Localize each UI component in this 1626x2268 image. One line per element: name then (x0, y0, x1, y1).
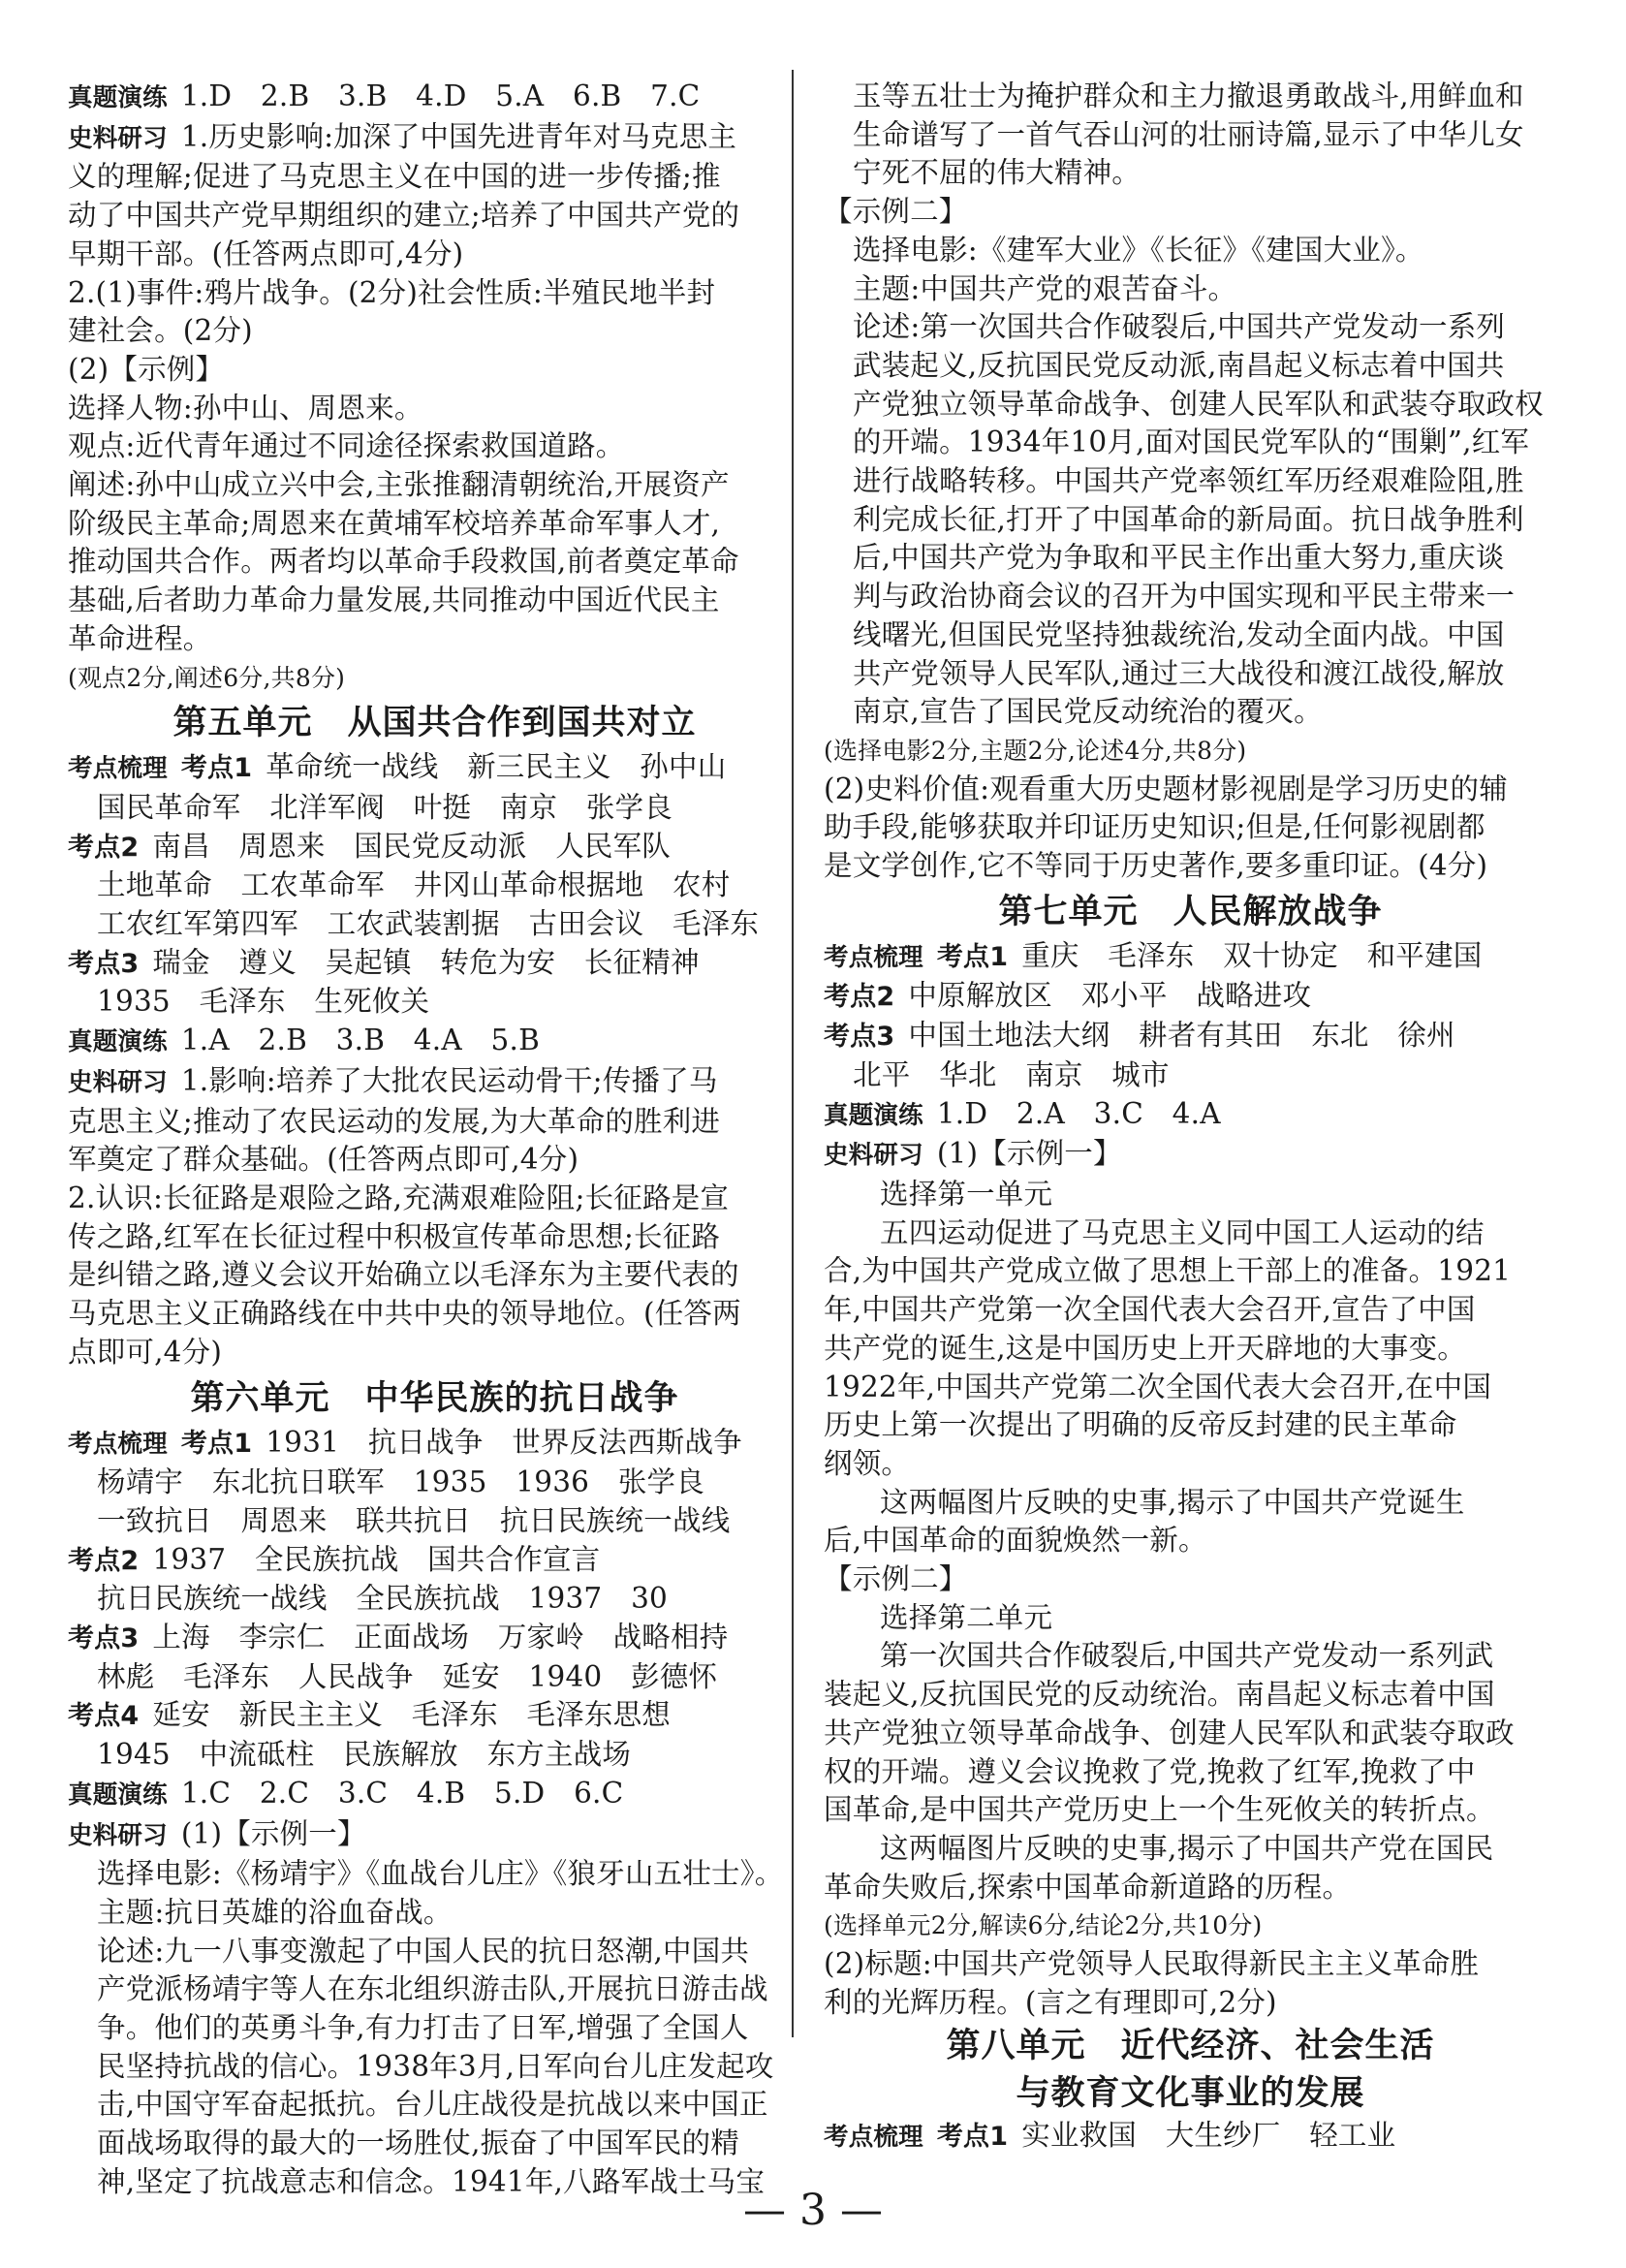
answer-line: 点即可,4分) (68, 1335, 223, 1369)
answer-line: 选择电影:《杨靖宇》《血战台儿庄》《狼牙山五壮士》。 (97, 1857, 784, 1891)
key-point-label: 考点2 (68, 1545, 140, 1576)
answer-line: 考点梳理 考点1 革命统一战线 新三民主义 孙中山 (68, 750, 727, 784)
answer-line: 是文学创作,它不等同于历史著作,要多重印证。(4分) (824, 849, 1488, 883)
unit-heading-6: 第六单元 中华民族的抗日战争 (190, 1377, 679, 1418)
section-tag: 考点梳理 (68, 1429, 168, 1459)
answer-line: 史料研习 (1)【示例一】 (824, 1137, 1122, 1171)
score-note: (选择单元2分,解读6分,结论2分,共10分) (824, 1911, 1263, 1940)
answer-line: 选择第一单元 (880, 1177, 1053, 1211)
answer-line: 南京,宣告了国民党反动统治的覆灭。 (853, 695, 1323, 729)
answer-line: 生命谱写了一首气吞山河的壮丽诗篇,显示了中华儿女 (853, 117, 1524, 151)
answer-line: 【示例二】 (824, 1562, 968, 1596)
section-tag: 史料研习 (68, 123, 168, 153)
answer-line: 武装起义,反抗国民党反动派,南昌起义标志着中国共 (853, 348, 1505, 382)
column-divider (792, 70, 794, 2037)
answer-line: 合,为中国共产党成立做了思想上干部上的准备。1921 (824, 1254, 1512, 1288)
answer-line: 【示例二】 (824, 195, 968, 229)
answer-line: 杨靖宇 东北抗日联军 1935 1936 张学良 (97, 1465, 704, 1499)
unit-heading-8-subtitle: 与教育文化事业的发展 (1016, 2073, 1365, 2114)
answer-line: 利的光辉历程。(言之有理即可,2分) (824, 1985, 1277, 2019)
answer-line: (2)史料价值:观看重大历史题材影视剧是学习历史的辅 (824, 772, 1508, 805)
answer-line: 考点3 上海 李宗仁 正面战场 万家岭 战略相持 (68, 1621, 729, 1654)
answer-line: 动了中国共产党早期组织的建立;培养了中国共产党的 (68, 199, 740, 233)
answer-line: 第一次国共合作破裂后,中国共产党发动一系列武 (880, 1639, 1494, 1673)
answer-line: 史料研习 1.影响:培养了大批农民运动骨干;传播了马 (68, 1063, 718, 1097)
answer-line: 共产党的诞生,这是中国历史上开天辟地的大事变。 (824, 1331, 1466, 1365)
answer-line: 一致抗日 周恩来 联共抗日 抗日民族统一战线 (97, 1503, 731, 1537)
score-note: (观点2分,阐述6分,共8分) (68, 663, 346, 692)
answer-line: 真题演练 1.D 2.B 3.B 4.D 5.A 6.B 7.C (68, 79, 701, 112)
answer-line: 五四运动促进了马克思主义同中国工人运动的结 (880, 1215, 1485, 1249)
answer-line: 建社会。(2分) (68, 314, 253, 348)
answer-line: 面战场取得的最大的一场胜仗,振奋了中国军民的精 (97, 2126, 739, 2160)
answer-line: 马克思主义正确路线在中共中央的领导地位。(任答两 (68, 1297, 741, 1331)
answer-line: 选择电影:《建军大业》《长征》《建国大业》。 (853, 233, 1424, 267)
key-point-label: 考点3 (824, 1022, 895, 1053)
unit-heading-8: 第八单元 近代经济、社会生活 (946, 2026, 1435, 2066)
answer-line: 传之路,红军在长征过程中积极宣传革命思想;长征路 (68, 1219, 721, 1253)
answer-line: 这两幅图片反映的史事,揭示了中国共产党诞生 (880, 1485, 1465, 1519)
answer-line: 真题演练 1.D 2.A 3.C 4.A (824, 1096, 1221, 1130)
page-number: — 3 — (743, 2186, 883, 2235)
answer-line: 2.认识:长征路是艰险之路,充满艰难险阻;长征路是宣 (68, 1181, 730, 1214)
answer-line: 考点2 1937 全民族抗战 国共合作宣言 (68, 1542, 601, 1576)
answer-line: (2)【示例】 (68, 352, 225, 386)
answer-line: 历史上第一次提出了明确的反帝反封建的民主革命 (824, 1408, 1457, 1442)
answer-line: 观点:近代青年通过不同途径探索救国道路。 (68, 429, 625, 463)
answer-line: 是纠错之路,遵义会议开始确立以毛泽东为主要代表的 (68, 1258, 739, 1292)
answer-line: 克思主义;推动了农民运动的发展,为大革命的胜利进 (68, 1104, 721, 1138)
answer-line: 宁死不屈的伟大精神。 (853, 156, 1141, 190)
answer-line: 考点梳理 考点1 实业救国 大生纱厂 轻工业 (824, 2119, 1396, 2153)
answer-line: 军奠定了群众基础。(任答两点即可,4分) (68, 1143, 579, 1177)
answer-line: 考点梳理 考点1 重庆 毛泽东 双十协定 和平建国 (824, 938, 1483, 972)
answer-line: 考点3 中国土地法大纲 耕者有其田 东北 徐州 (824, 1019, 1455, 1053)
answer-line: 论述:第一次国共合作破裂后,中国共产党发动一系列 (853, 310, 1506, 344)
answer-line: 革命进程。 (68, 621, 212, 655)
answer-line: 选择第二单元 (880, 1600, 1053, 1634)
answer-line: 史料研习 (1)【示例一】 (68, 1816, 366, 1850)
answer-line: 土地革命 工农革命军 井冈山革命根据地 农村 (97, 868, 731, 902)
answer-line: 早期干部。(任答两点即可,4分) (68, 236, 464, 270)
section-tag: 史料研习 (824, 1141, 923, 1171)
answer-line: 产党派杨靖宇等人在东北组织游击队,开展抗日游击战 (97, 1972, 768, 2006)
answer-line: 林彪 毛泽东 人民战争 延安 1940 彭德怀 (97, 1659, 718, 1693)
score-note: (选择电影2分,主题2分,论述4分,共8分) (824, 736, 1247, 765)
key-point-label: 考点1 (936, 941, 1009, 972)
answer-line: 主题:中国共产党的艰苦奋斗。 (853, 271, 1237, 305)
section-tag: 真题演练 (68, 83, 168, 112)
key-point-label: 考点1 (180, 753, 253, 784)
answer-line: 判与政治协商会议的召开为中国实现和平民主带来一 (853, 580, 1516, 614)
answer-line: 民坚持抗战的信心。1938年3月,日军向台儿庄发起攻 (97, 2049, 774, 2083)
unit-heading-5: 第五单元 从国共合作到国共对立 (172, 703, 697, 743)
section-tag: 史料研习 (68, 1820, 168, 1850)
answer-line: 基础,后者助力革命力量发展,共同推动中国近代民主 (68, 583, 720, 617)
answer-line: 1945 中流砥柱 民族解放 东方主战场 (97, 1738, 632, 1772)
answer-line: 玉等五壮士为掩护群众和主力撤退勇敢战斗,用鲜血和 (853, 79, 1524, 112)
answer-line: 史料研习 1.历史影响:加深了中国先进青年对马克思主 (68, 119, 737, 153)
section-tag: 真题演练 (68, 1780, 168, 1810)
answer-line: 主题:抗日英雄的浴血奋战。 (97, 1895, 453, 1929)
key-point-label: 考点1 (180, 1428, 253, 1459)
answer-line: 选择人物:孙中山、周恩来。 (68, 391, 423, 425)
left-column (68, 78, 801, 2202)
section-tag: 真题演练 (68, 1027, 168, 1057)
answer-line: 争。他们的英勇斗争,有力打击了日军,增强了全国人 (97, 2011, 749, 2045)
answer-line: 北平 华北 南京 城市 (853, 1057, 1170, 1091)
answer-line: 考点2 南昌 周恩来 国民党反动派 人民军队 (68, 829, 671, 863)
answer-line: 阶级民主革命;周恩来在黄埔军校培养革命军事人才, (68, 506, 721, 540)
answer-line: 这两幅图片反映的史事,揭示了中国共产党在国民 (880, 1831, 1494, 1865)
answer-line: 考点2 中原解放区 邓小平 战略进攻 (824, 979, 1312, 1013)
section-tag: 考点梳理 (68, 754, 168, 784)
answer-line: 共产党领导人民军队,通过三大战役和渡江战役,解放 (853, 656, 1505, 690)
answer-line: 装起义,反抗国民党的反动统治。南昌起义标志着中国 (824, 1678, 1495, 1712)
key-point-label: 考点2 (68, 832, 140, 863)
answer-line: 义的理解;促进了马克思主义在中国的进一步传播;推 (68, 160, 721, 194)
answer-line: 抗日民族统一战线 全民族抗战 1937 30 (97, 1582, 669, 1616)
answer-line: 神,坚定了抗战意志和信念。1941年,八路军战士马宝 (97, 2164, 766, 2198)
answer-line: 真题演练 1.A 2.B 3.B 4.A 5.B (68, 1024, 540, 1057)
key-point-label: 考点1 (936, 2122, 1009, 2153)
unit-heading-7: 第七单元 人民解放战争 (998, 891, 1383, 931)
answer-line: 1922年,中国共产党第二次全国代表大会召开,在中国 (824, 1370, 1492, 1403)
answer-line: 考点梳理 考点1 1931 抗日战争 世界反法西斯战争 (68, 1425, 742, 1459)
key-point-label: 考点2 (824, 982, 895, 1013)
section-tag: 考点梳理 (824, 2123, 923, 2153)
key-point-label: 考点3 (68, 948, 140, 979)
answer-line: 后,中国革命的面貌焕然一新。 (824, 1524, 1207, 1558)
answer-line: 阐述:孙中山成立兴中会,主张推翻清朝统治,开展资产 (68, 468, 730, 502)
answer-line: 线曙光,但国民党坚持独裁统治,发动全面内战。中国 (853, 617, 1505, 651)
answer-line: 权的开端。遵义会议挽救了党,挽救了红军,挽救了中 (824, 1754, 1476, 1788)
answer-line: 进行战略转移。中国共产党率领红军历经艰难险阻,胜 (853, 464, 1524, 498)
answer-line: 击,中国守军奋起抵抗。台儿庄战役是抗战以来中国正 (97, 2088, 768, 2122)
answer-line: 年,中国共产党第一次全国代表大会召开,宣告了中国 (824, 1293, 1476, 1327)
answer-line: 后,中国共产党为争取和平民主作出重大努力,重庆谈 (853, 541, 1505, 575)
answer-line: 工农红军第四军 工农武装割据 古田会议 毛泽东 (97, 907, 760, 941)
answer-line: 1935 毛泽东 生死攸关 (97, 985, 430, 1019)
key-point-label: 考点4 (68, 1701, 140, 1732)
answer-line: 产党独立领导革命战争、创建人民军队和武装夺取政权 (853, 387, 1544, 421)
answer-line: 革命失败后,探索中国革命新道路的历程。 (824, 1870, 1352, 1904)
answer-line: 利完成长征,打开了中国革命的新局面。抗日战争胜利 (853, 502, 1524, 536)
section-tag: 史料研习 (68, 1067, 168, 1097)
answer-line: 推动国共合作。两者均以革命手段救国,前者奠定革命 (68, 545, 739, 579)
answer-line: 2.(1)事件:鸦片战争。(2分)社会性质:半殖民地半封 (68, 275, 716, 309)
answer-line: 考点3 瑞金 遵义 吴起镇 转危为安 长征精神 (68, 945, 700, 979)
answer-line: 共产党独立领导革命战争、创建人民军队和武装夺取政 (824, 1716, 1515, 1749)
answer-line: 助手段,能够获取并印证历史知识;但是,任何影视剧都 (824, 810, 1485, 844)
answer-line: 考点4 延安 新民主主义 毛泽东 毛泽东思想 (68, 1698, 671, 1732)
section-tag: 真题演练 (824, 1100, 923, 1130)
answer-line: (2)标题:中国共产党领导人民取得新民主主义革命胜 (824, 1947, 1480, 1981)
answer-line: 的开端。1934年10月,面对国民党军队的“围剿”,红军 (853, 425, 1530, 459)
section-tag: 考点梳理 (824, 942, 923, 972)
answer-line: 纲领。 (824, 1446, 911, 1480)
key-point-label: 考点3 (68, 1623, 140, 1654)
answer-line: 论述:九一八事变激起了中国人民的抗日怒潮,中国共 (97, 1934, 750, 1968)
answer-line: 国民革命军 北洋军阀 叶挺 南京 张学良 (97, 790, 673, 824)
answer-line: 真题演练 1.C 2.C 3.C 4.B 5.D 6.C (68, 1776, 624, 1810)
right-column (824, 78, 1557, 2158)
answer-line: 国革命,是中国共产党历史上一个生死攸关的转折点。 (824, 1793, 1495, 1827)
